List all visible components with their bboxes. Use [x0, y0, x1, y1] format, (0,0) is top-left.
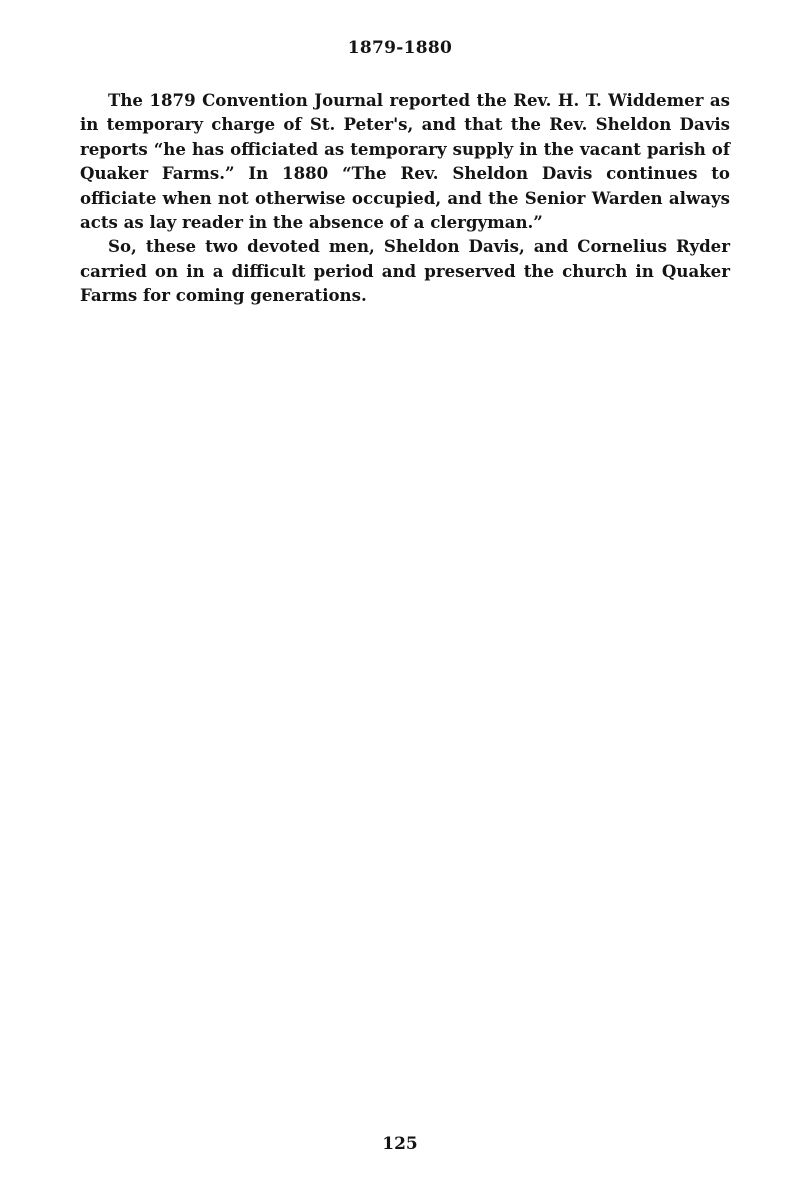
paragraph-2: So, these two devoted men, Sheldon Davis, and Cornelius Ryder carried on in a difficult period and preserved the church in Quaker Farms for coming generations.: [80, 236, 730, 306]
body-text: [80, 88, 730, 308]
paragraph-1: The 1879 Convention Journal reported the Rev. H. T. Widdemer as in temporary charge of St. Peter's, and that the Rev. Sheldon Davis reports “he has officiated as temporary supply in the vacant parish of Quaker Farms.” In 1880 “The Rev. Sheldon Davis continues to officiate when not otherwise occupied, and the Senior Warden always acts as lay reader in the absence of a clergyman.”: [80, 90, 730, 233]
page-heading: 1879-1880: [347, 38, 453, 58]
page-number: 125: [382, 1134, 418, 1154]
